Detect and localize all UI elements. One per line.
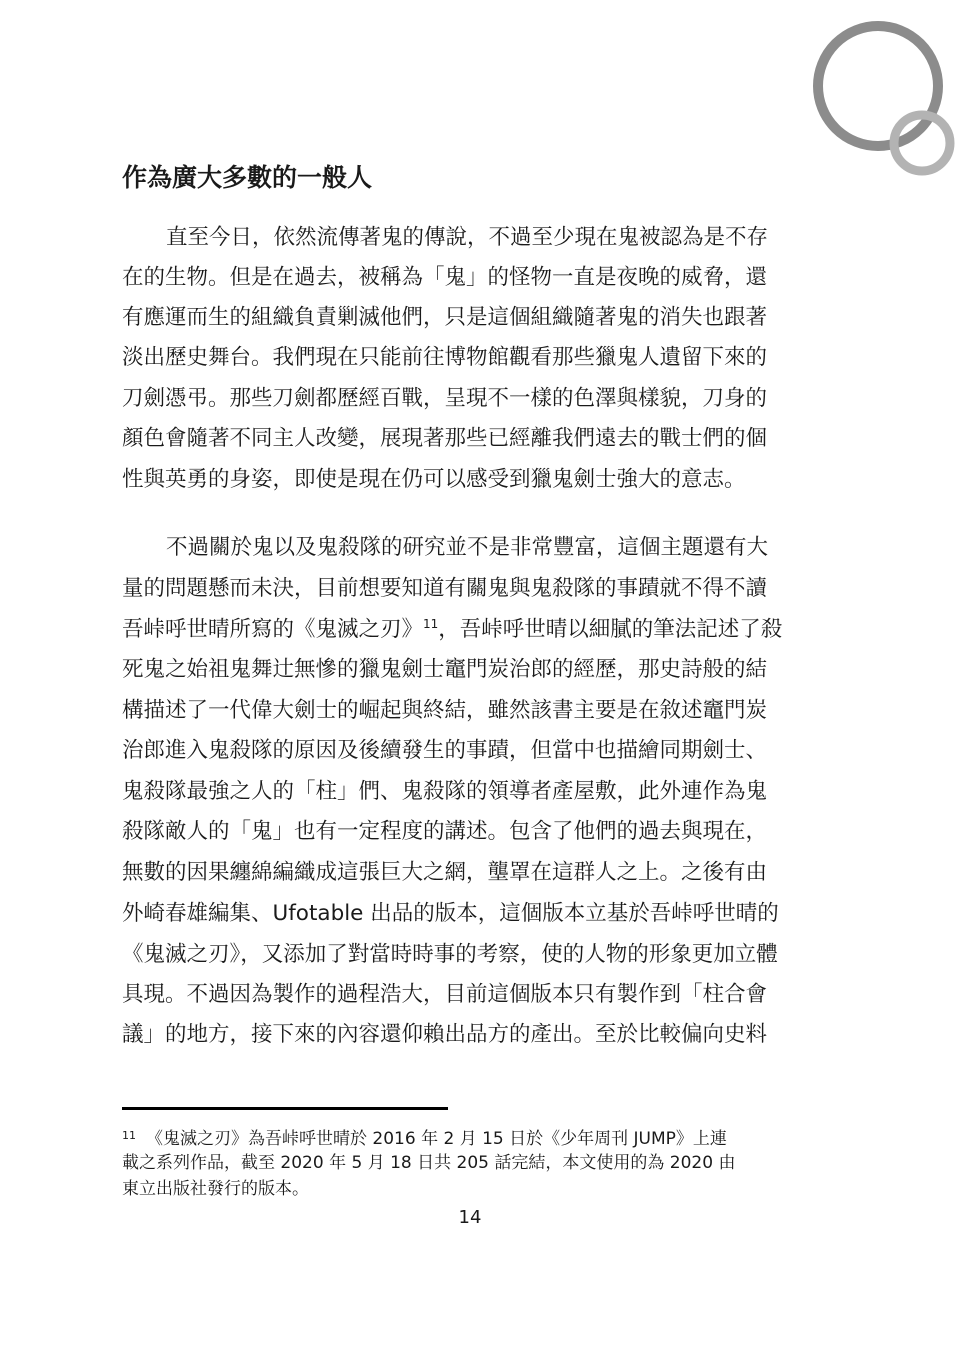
paragraph-2-line: 議」的地方，接下來的內容還仰賴出品方的產出。至於比較偏向史料: [122, 1022, 768, 1047]
paragraph-1-line: 顏色會隨著不同主人改變，展現著那些已經離我們遠去的戰士們的個: [122, 426, 768, 451]
paragraph-2-line: 量的問題懸而未決，目前想要知道有關鬼與鬼殺隊的事蹟就不得不讀: [122, 576, 768, 601]
paragraph-1-line: 直至今日，依然流傳著鬼的傳說，不過至少現在鬼被認為是不存: [166, 225, 769, 250]
footnote-line: 東立出版社發行的版本。: [122, 1179, 309, 1199]
paragraph-1-line: 淡出歷史舞台。我們現在只能前往博物館觀看那些獵鬼人遺留下來的: [122, 345, 768, 370]
page-number: 14: [458, 1207, 482, 1228]
paragraph-1-line: 有應運而生的組織負責剿滅他們，只是這個組織隨著鬼的消失也跟著: [122, 305, 768, 330]
footnote-reference[interactable]: 11: [423, 617, 439, 631]
small-ring-icon: [894, 115, 950, 171]
paragraph-2-line: 外崎春雄編集、Ufotable 出品的版本，這個版本立基於吾峠呼世晴的: [122, 901, 779, 926]
paragraph-2-line: 治郎進入鬼殺隊的原因及後續發生的事蹟，但當中也描繪同期劍士、: [122, 738, 768, 763]
paragraph-2-line: 構描述了一代偉大劍士的崛起與終結，雖然該書主要是在敘述竈門炭: [122, 698, 768, 723]
paragraph-1-line: 性與英勇的身姿，即使是現在仍可以感受到獵鬼劍士強大的意志。: [122, 467, 746, 492]
paragraph-1-line: 在的生物。但是在過去，被稱為「鬼」的怪物一直是夜晚的威脅，還: [122, 265, 768, 290]
footnote-line: 載之系列作品，截至 2020 年 5 月 18 日共 205 話完結，本文使用的為 2020 由: [122, 1153, 736, 1173]
paragraph-2-text: ，吾峠呼世晴以細膩的筆法記述了殺: [438, 617, 783, 642]
paragraph-2-line: 無數的因果纏綿編織成這張巨大之網，壟罩在這群人之上。之後有由: [122, 860, 768, 885]
footnote-marker: 11: [122, 1129, 136, 1142]
paragraph-2-line: 死鬼之始祖鬼舞辻無慘的獵鬼劍士竈門炭治郎的經歷，那史詩般的結: [122, 657, 768, 682]
section-heading: 作為廣大多數的一般人: [122, 163, 373, 192]
paragraph-2-text: 吾峠呼世晴所寫的《鬼滅之刃》: [122, 617, 424, 642]
paragraph-2-line: 殺隊敵人的「鬼」也有一定程度的講述。包含了他們的過去與現在，: [122, 819, 768, 844]
large-ring-icon: [818, 26, 938, 146]
paragraph-1-line: 刀劍憑弔。那些刀劍都歷經百戰，呈現不一樣的色澤與樣貌，刀身的: [122, 386, 768, 411]
paragraph-2-line: 不過關於鬼以及鬼殺隊的研究並不是非常豐富，這個主題還有大: [166, 535, 769, 560]
footnote-line: [122, 1123, 727, 1149]
paragraph-2-line: [122, 610, 782, 650]
footnote-text: 《鬼滅之刃》為吾峠呼世晴於 2016 年 2 月 15 日於《少年周刊 JUMP》上連: [146, 1129, 727, 1149]
footnote-divider: [122, 1107, 448, 1110]
paragraph-2-line: 鬼殺隊最強之人的「柱」們、鬼殺隊的領導者產屋敷，此外連作為鬼: [122, 779, 768, 804]
paragraph-2-line: 具現。不過因為製作的過程浩大，目前這個版本只有製作到「柱合會: [122, 982, 768, 1007]
paragraph-2-line: 《鬼滅之刃》，又添加了對當時時事的考察，使的人物的形象更加立體: [122, 942, 778, 967]
